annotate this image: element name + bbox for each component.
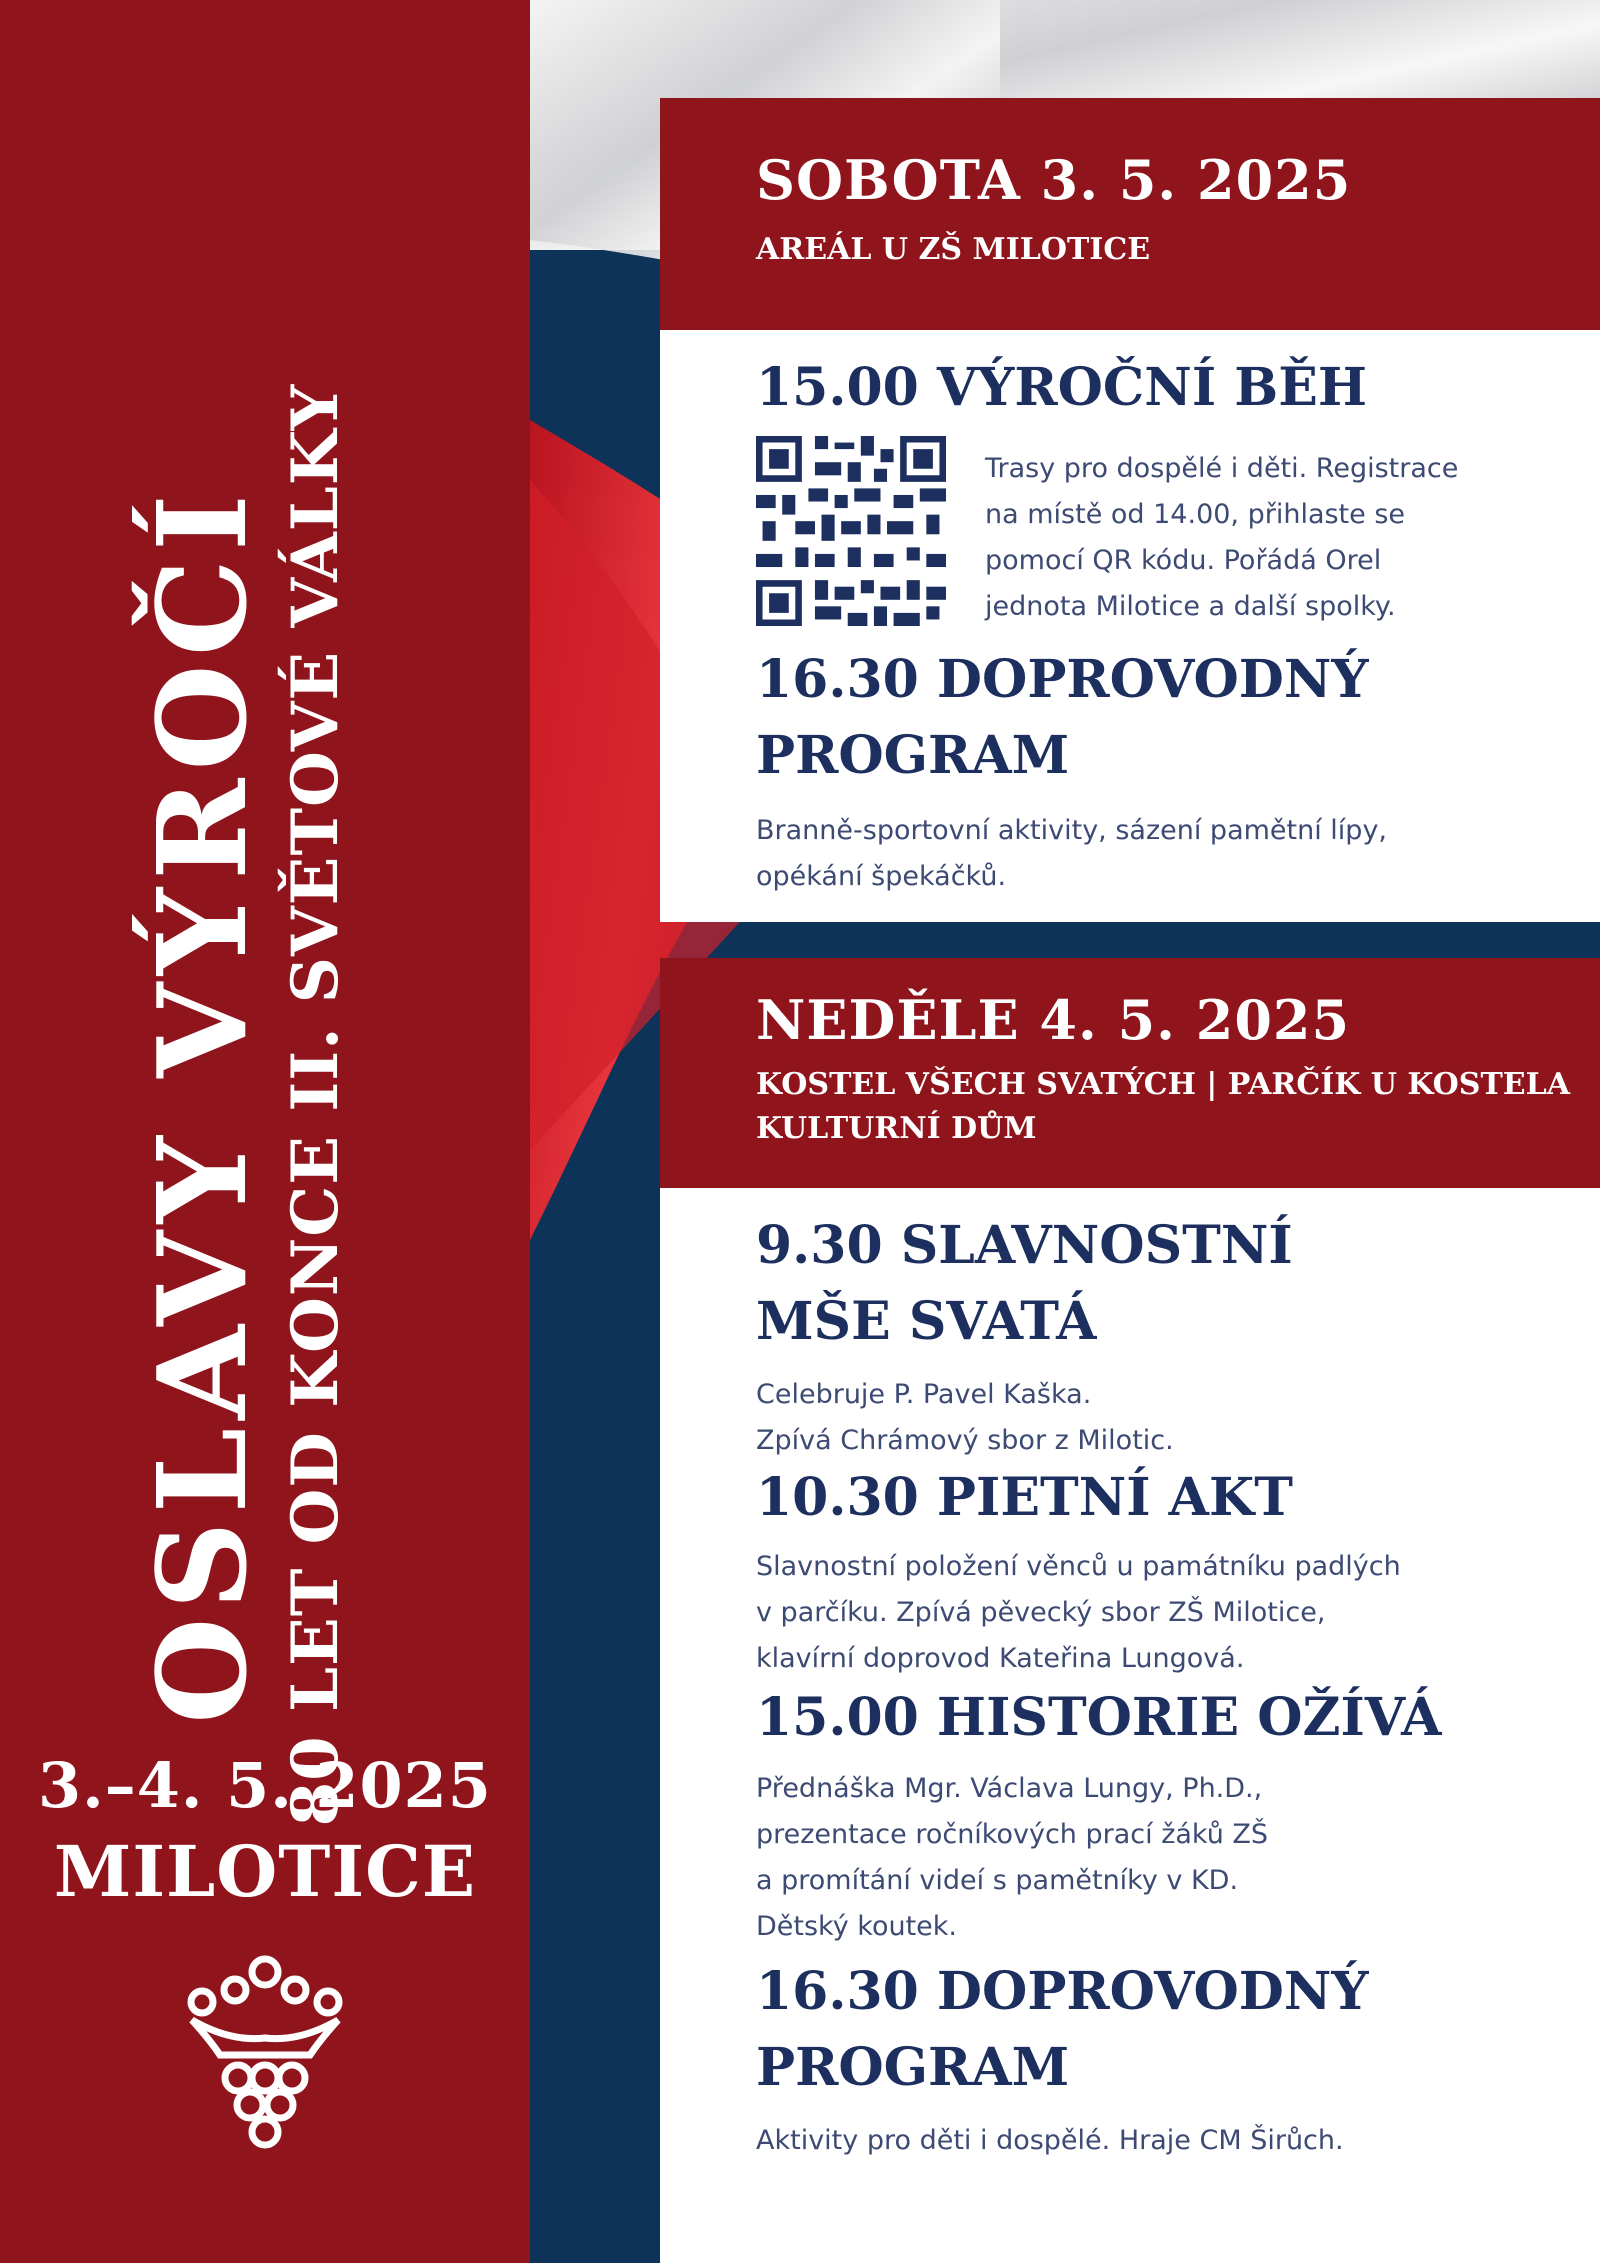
desc-line: Celebruje P. Pavel Kaška.	[756, 1379, 1092, 1410]
main-title: OSLAVY VÝROČÍ	[130, 486, 274, 1724]
title-line: PROGRAM	[756, 2037, 1070, 2098]
saturday-venue: AREÁL U ZŠ MILOTICE	[756, 232, 1151, 267]
town-name: MILOTICE	[53, 1830, 477, 1913]
desc-line: Trasy pro dospělé i děti. Registrace	[985, 453, 1459, 484]
event-description	[756, 1766, 1268, 1950]
venue-line: KULTURNÍ DŮM	[756, 1111, 1037, 1146]
sunday-body	[660, 1188, 1600, 2263]
qr-code-icon[interactable]	[756, 436, 946, 626]
desc-line: na místě od 14.00, přihlaste se	[985, 499, 1406, 530]
desc-line: opékání špekáčků.	[756, 861, 1007, 892]
sunday-venues	[756, 1063, 1570, 1151]
event-dates: 3.–4. 5. 2025	[38, 1749, 492, 1822]
desc-line: prezentace ročníkových prací žáků ZŠ	[756, 1819, 1269, 1850]
desc-line: Slavnostní položení věnců u památníku padlých	[756, 1551, 1401, 1582]
vertical-title	[130, 380, 395, 1830]
saturday-body	[660, 330, 1600, 922]
sunday-header	[660, 958, 1600, 1188]
subtitle: 80 LET OD KONCE II. SVĚTOVÉ VÁLKY	[278, 383, 353, 1827]
event-title: 15.00 VÝROČNÍ BĚH	[756, 357, 1367, 418]
desc-line: Zpívá Chrámový sbor z Milotic.	[756, 1425, 1174, 1456]
venue-line: KOSTEL VŠECH SVATÝCH | PARČÍK U KOSTELA	[756, 1067, 1570, 1102]
event-title	[756, 1208, 1293, 1360]
event-description	[985, 446, 1458, 630]
title-line: 9.30 SLAVNOSTNÍ	[756, 1215, 1293, 1276]
desc-line: jednota Milotice a další spolky.	[985, 591, 1396, 622]
desc-line: v parčíku. Zpívá pěvecký sbor ZŠ Milotice,	[756, 1597, 1326, 1628]
sunday-day: NEDĚLE 4. 5. 2025	[756, 988, 1351, 1052]
crown-grapes-icon	[180, 1950, 350, 2160]
desc-line: a promítání videí s pamětníky v KD.	[756, 1865, 1239, 1896]
desc-line: Přednáška Mgr. Václava Lungy, Ph.D.,	[756, 1773, 1263, 1804]
event-description	[756, 1544, 1401, 1682]
event-description	[756, 1372, 1174, 1464]
event-description	[756, 808, 1387, 900]
event-title	[756, 642, 1369, 794]
title-line: 16.30 DOPROVODNÝ	[756, 649, 1369, 710]
saturday-day: SOBOTA 3. 5. 2025	[756, 148, 1352, 212]
event-dates-block	[0, 1745, 530, 1917]
event-title: 10.30 PIETNÍ AKT	[756, 1467, 1293, 1528]
event-title: 15.00 HISTORIE OŽÍVÁ	[756, 1687, 1442, 1748]
title-line: PROGRAM	[756, 725, 1070, 786]
sidebar	[0, 0, 530, 2263]
desc-line: pomocí QR kódu. Pořádá Orel	[985, 545, 1382, 576]
title-line: 16.30 DOPROVODNÝ	[756, 1961, 1369, 2022]
saturday-header	[660, 98, 1600, 330]
desc-line: Dětský koutek.	[756, 1911, 958, 1942]
desc-line: Aktivity pro děti i dospělé. Hraje CM Širůch.	[756, 2125, 1344, 2156]
event-description	[756, 2118, 1344, 2164]
desc-line: klavírní doprovod Kateřina Lungová.	[756, 1643, 1245, 1674]
title-line: MŠE SVATÁ	[756, 1291, 1097, 1352]
desc-line: Branně-sportovní aktivity, sázení pamětní lípy,	[756, 815, 1388, 846]
event-title	[756, 1954, 1369, 2106]
